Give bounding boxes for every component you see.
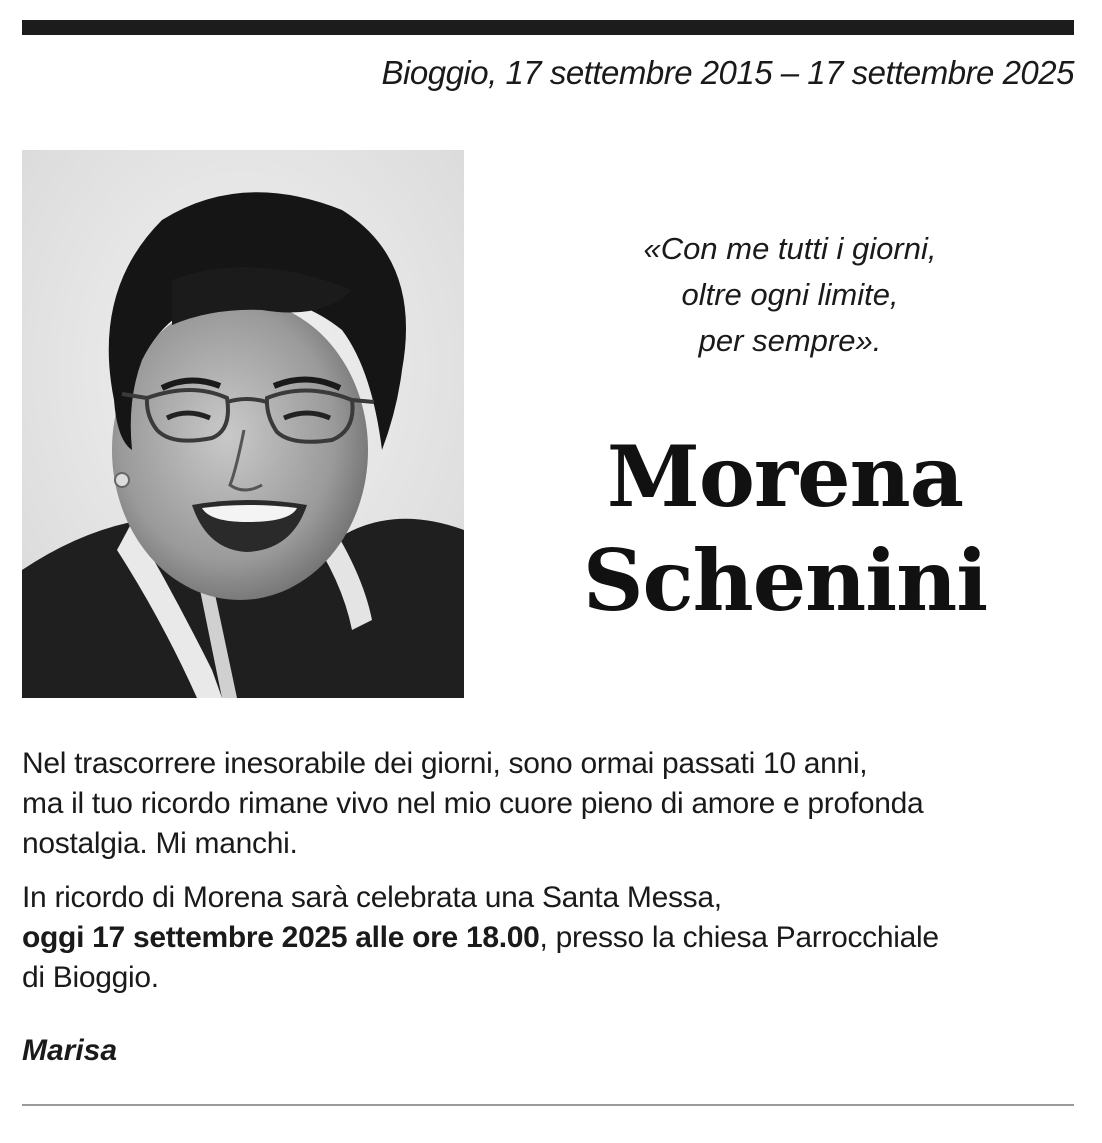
mass-date-time: oggi 17 settembre 2025 alle ore 18.00 [22, 921, 540, 954]
portrait-photo [22, 150, 464, 698]
deceased-name [535, 425, 1035, 633]
text-line: In ricordo di Morena sarà celebrata una Santa Messa, [22, 881, 722, 914]
memorial-text [22, 744, 1082, 1012]
text-line: di Bioggio. [22, 961, 159, 994]
paragraph-mass-announcement [22, 878, 1082, 998]
bottom-rule [22, 1104, 1074, 1106]
text-line: ma il tuo ricordo rimane vivo nel mio cuore pieno di amore e profonda [22, 787, 924, 820]
quote-line: «Con me tutti i giorni, [643, 231, 937, 266]
top-rule [22, 20, 1074, 35]
memorial-quote [560, 226, 1020, 364]
quote-line: per sempre». [698, 323, 882, 358]
paragraph-remembrance [22, 744, 1082, 864]
mass-location: , presso la chiesa Parrocchiale [539, 921, 939, 954]
text-line: nostalgia. Mi manchi. [22, 827, 298, 860]
text-line-with-date [22, 918, 1082, 958]
portrait-illustration [22, 150, 464, 698]
first-name: Morena [606, 427, 964, 526]
text-line: Nel trascorrere inesorabile dei giorni, sono ormai passati 10 anni, [22, 747, 868, 780]
last-name: Schenini [582, 531, 988, 630]
signature: Marisa [22, 1034, 118, 1067]
quote-line: oltre ogni limite, [681, 277, 899, 312]
memorial-dates: Bioggio, 17 settembre 2015 – 17 settembre 2025 [381, 54, 1074, 91]
